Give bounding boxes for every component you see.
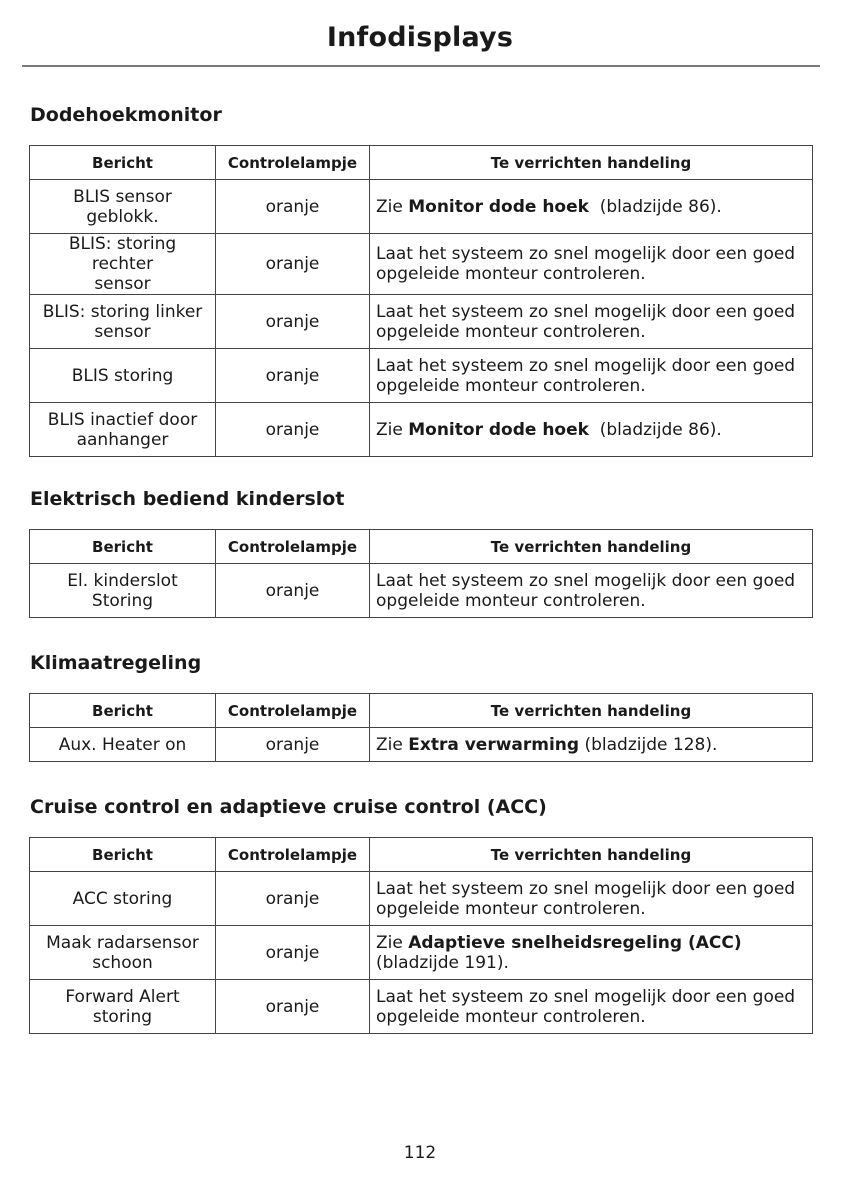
column-header-message: Bericht <box>30 694 216 728</box>
message-line: El. kinderslot <box>67 570 178 591</box>
page-title: Infodisplays <box>326 22 514 53</box>
column-header-message: Bericht <box>30 146 216 180</box>
action-line: Laat het systeem zo snel mogelijk door een goed <box>376 244 796 264</box>
action-cell <box>370 980 813 1034</box>
table-row <box>30 180 813 234</box>
section-heading-dodehoekmonitor: Dodehoekmonitor <box>30 104 222 126</box>
table-klimaatregeling <box>29 693 813 762</box>
lamp-cell: oranje <box>216 403 370 457</box>
message-line: schoon <box>92 952 153 973</box>
message-line: Storing <box>91 590 154 611</box>
action-text: (bladzijde 86). <box>588 419 722 440</box>
table-row <box>30 564 813 618</box>
message-line: storing <box>92 1006 153 1027</box>
table-row <box>30 872 813 926</box>
column-header-lamp: Controlelampje <box>216 694 370 728</box>
title-divider <box>22 65 820 67</box>
table-header-row <box>30 694 813 728</box>
table-cruise-control <box>29 837 813 1034</box>
action-line: opgeleide monteur controleren. <box>376 590 646 611</box>
column-header-message: Bericht <box>30 838 216 872</box>
message-line: Forward Alert <box>65 986 180 1007</box>
action-line: opgeleide monteur controleren. <box>376 1006 646 1027</box>
page-reference-link[interactable]: Monitor dode hoek <box>408 196 589 217</box>
section-heading-cruise-control: Cruise control en adaptieve cruise control (ACC) <box>30 796 547 818</box>
lamp-cell: oranje <box>216 980 370 1034</box>
action-cell <box>370 180 813 234</box>
action-cell <box>370 564 813 618</box>
lamp-cell: oranje <box>216 180 370 234</box>
message-line: BLIS inactief door <box>47 409 198 430</box>
action-line: opgeleide monteur controleren. <box>376 375 646 396</box>
action-line <box>376 933 806 953</box>
message-line: BLIS: storing linker <box>42 301 203 322</box>
message-cell <box>30 564 216 618</box>
message-line: sensor <box>94 321 151 342</box>
message-line: aanhanger <box>76 429 169 450</box>
action-line: opgeleide monteur controleren. <box>376 321 646 342</box>
message-cell <box>30 295 216 349</box>
table-header-row <box>30 146 813 180</box>
action-text: Zie <box>376 419 409 440</box>
column-header-action: Te verrichten handeling <box>370 838 813 872</box>
action-text: Zie <box>376 734 409 755</box>
action-cell <box>370 349 813 403</box>
action-cell <box>370 872 813 926</box>
action-text: (bladzijde 86). <box>588 196 722 217</box>
action-line: Laat het systeem zo snel mogelijk door een goed <box>376 355 796 376</box>
page-reference-link[interactable]: Extra verwarming <box>408 734 580 755</box>
lamp-cell: oranje <box>216 564 370 618</box>
table-row <box>30 403 813 457</box>
lamp-cell: oranje <box>216 728 370 762</box>
action-cell <box>370 926 813 980</box>
action-line: Laat het systeem zo snel mogelijk door een goed <box>376 570 796 591</box>
table-row <box>30 234 813 295</box>
action-line: Laat het systeem zo snel mogelijk door een goed <box>376 878 796 899</box>
table-header-row <box>30 838 813 872</box>
lamp-cell: oranje <box>216 295 370 349</box>
action-text: Zie <box>376 196 409 217</box>
lamp-cell: oranje <box>216 872 370 926</box>
column-header-message: Bericht <box>30 530 216 564</box>
message-cell: ACC storing <box>30 872 216 926</box>
section-heading-kinderslot: Elektrisch bediend kinderslot <box>30 488 345 510</box>
column-header-lamp: Controlelampje <box>216 530 370 564</box>
action-text: Zie <box>376 932 409 953</box>
action-line: Laat het systeem zo snel mogelijk door een goed <box>376 301 796 322</box>
column-header-action: Te verrichten handeling <box>370 530 813 564</box>
action-line: opgeleide monteur controleren. <box>376 898 646 919</box>
page-reference-link[interactable]: Monitor dode hoek <box>408 419 589 440</box>
column-header-action: Te verrichten handeling <box>370 146 813 180</box>
message-line: geblokk. <box>86 206 159 227</box>
message-line: BLIS sensor <box>73 186 172 207</box>
lamp-cell: oranje <box>216 349 370 403</box>
action-cell <box>370 403 813 457</box>
message-cell <box>30 980 216 1034</box>
message-cell: BLIS storing <box>30 349 216 403</box>
table-row <box>30 295 813 349</box>
table-header-row <box>30 530 813 564</box>
action-cell <box>370 728 813 762</box>
message-cell <box>30 403 216 457</box>
column-header-lamp: Controlelampje <box>216 838 370 872</box>
action-line: (bladzijde 191). <box>376 952 509 973</box>
column-header-lamp: Controlelampje <box>216 146 370 180</box>
table-row <box>30 980 813 1034</box>
message-cell <box>30 180 216 234</box>
page-reference-link[interactable]: Adaptieve snelheidsregeling (ACC) <box>408 932 742 953</box>
action-cell <box>370 295 813 349</box>
action-cell <box>370 234 813 295</box>
column-header-action: Te verrichten handeling <box>370 694 813 728</box>
action-text: (bladzijde 128). <box>579 734 718 755</box>
message-cell: Aux. Heater on <box>30 728 216 762</box>
lamp-cell: oranje <box>216 926 370 980</box>
table-row <box>30 728 813 762</box>
action-line: Laat het systeem zo snel mogelijk door een goed <box>376 986 796 1007</box>
lamp-cell: oranje <box>216 234 370 295</box>
message-cell <box>30 234 216 295</box>
table-kinderslot <box>29 529 813 618</box>
table-dodehoekmonitor <box>29 145 813 457</box>
message-line: Maak radarsensor <box>46 932 199 953</box>
message-line: sensor <box>94 274 151 294</box>
message-line: BLIS: storing rechter <box>68 234 177 274</box>
message-cell <box>30 926 216 980</box>
page-number: 112 <box>403 1143 437 1163</box>
table-row <box>30 349 813 403</box>
action-line: opgeleide monteur controleren. <box>376 264 646 284</box>
section-heading-klimaatregeling: Klimaatregeling <box>30 652 202 674</box>
table-row <box>30 926 813 980</box>
